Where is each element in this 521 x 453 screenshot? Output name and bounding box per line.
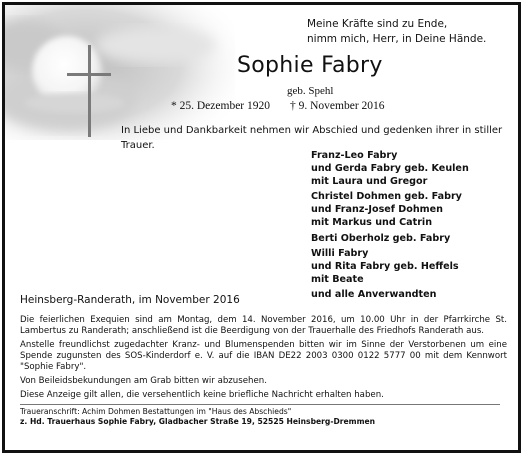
family-line: Franz-Leo Fabry xyxy=(311,150,398,161)
family-line: Christel Dohmen geb. Fabry xyxy=(311,191,462,203)
deceased-name: Sophie Fabry xyxy=(237,53,383,78)
family-group xyxy=(311,149,516,188)
family-line: mit Beate xyxy=(311,273,364,285)
birth-date: * 25. Dezember 1920 xyxy=(171,100,270,112)
obituary-notice xyxy=(2,2,521,453)
family-line: Willi Fabry xyxy=(311,247,369,259)
place-date: Heinsberg-Randerath, im November 2016 xyxy=(20,294,240,306)
quote-line: nimm mich, Herr, in Deine Hände. xyxy=(307,33,487,45)
life-dates xyxy=(171,100,385,112)
family-group xyxy=(311,190,516,229)
notice-paragraph: Diese Anzeige gilt allen, die versehentlich keine briefliche Nachricht erhalten haben. xyxy=(20,390,384,400)
intro-text: In Liebe und Dankbarkeit nehmen wir Abschied und gedenken ihrer in stiller Trauer. xyxy=(121,125,503,151)
condolence-paragraph: Von Beileidsbekundungen am Grab bitten wir abzusehen. xyxy=(20,376,267,386)
family-group xyxy=(311,232,516,245)
family-line: Berti Oberholz geb. Fabry xyxy=(311,232,451,244)
donation-paragraph: Anstelle freundlichst zugedachter Kranz- und Blumenspenden bitten wir im Sinne der Verstorbenen um eine Spende zugunsten des SOS-Kinderdorf e. V. auf die IBAN DE22 2003 0300 0122 5777 00 mit dem Kennwort "Sophie Fabry". xyxy=(20,340,507,372)
maiden-name: geb. Spehl xyxy=(287,85,334,97)
cross-moon-clouds-image xyxy=(5,5,235,140)
family-line: und Franz-Josef Dohmen xyxy=(311,204,444,216)
death-date: † 9. November 2016 xyxy=(290,100,385,112)
family-list xyxy=(311,149,516,303)
notice-body xyxy=(20,293,507,427)
quote-line: Meine Kräfte sind zu Ende, xyxy=(307,18,448,30)
family-line: und alle Anverwandten xyxy=(311,288,437,300)
divider xyxy=(20,404,500,405)
family-group xyxy=(311,247,516,286)
service-paragraph: Die feierlichen Exequien sind am Montag, dem 14. November 2016, um 10.00 Uhr in der Pfarrkirche St. Lambertus zu Randerath; anschließend ist die Beerdigung von der Trauerhalle des Friedhofs Randerath aus. xyxy=(20,315,507,336)
mourning-address: Traueranschrift: Achim Dohmen Bestattungen im "Haus des Abschieds" xyxy=(20,407,292,416)
mourning-address-detail: z. Hd. Trauerhaus Sophie Fabry, Gladbacher Straße 19, 52525 Heinsberg-Dremmen xyxy=(20,417,376,426)
quote xyxy=(307,17,512,47)
family-line: und Rita Fabry geb. Heffels xyxy=(311,260,459,272)
family-line: und Gerda Fabry geb. Keulen xyxy=(311,163,469,175)
family-line: mit Markus und Catrin xyxy=(311,217,433,229)
family-line: mit Laura und Gregor xyxy=(311,176,428,188)
